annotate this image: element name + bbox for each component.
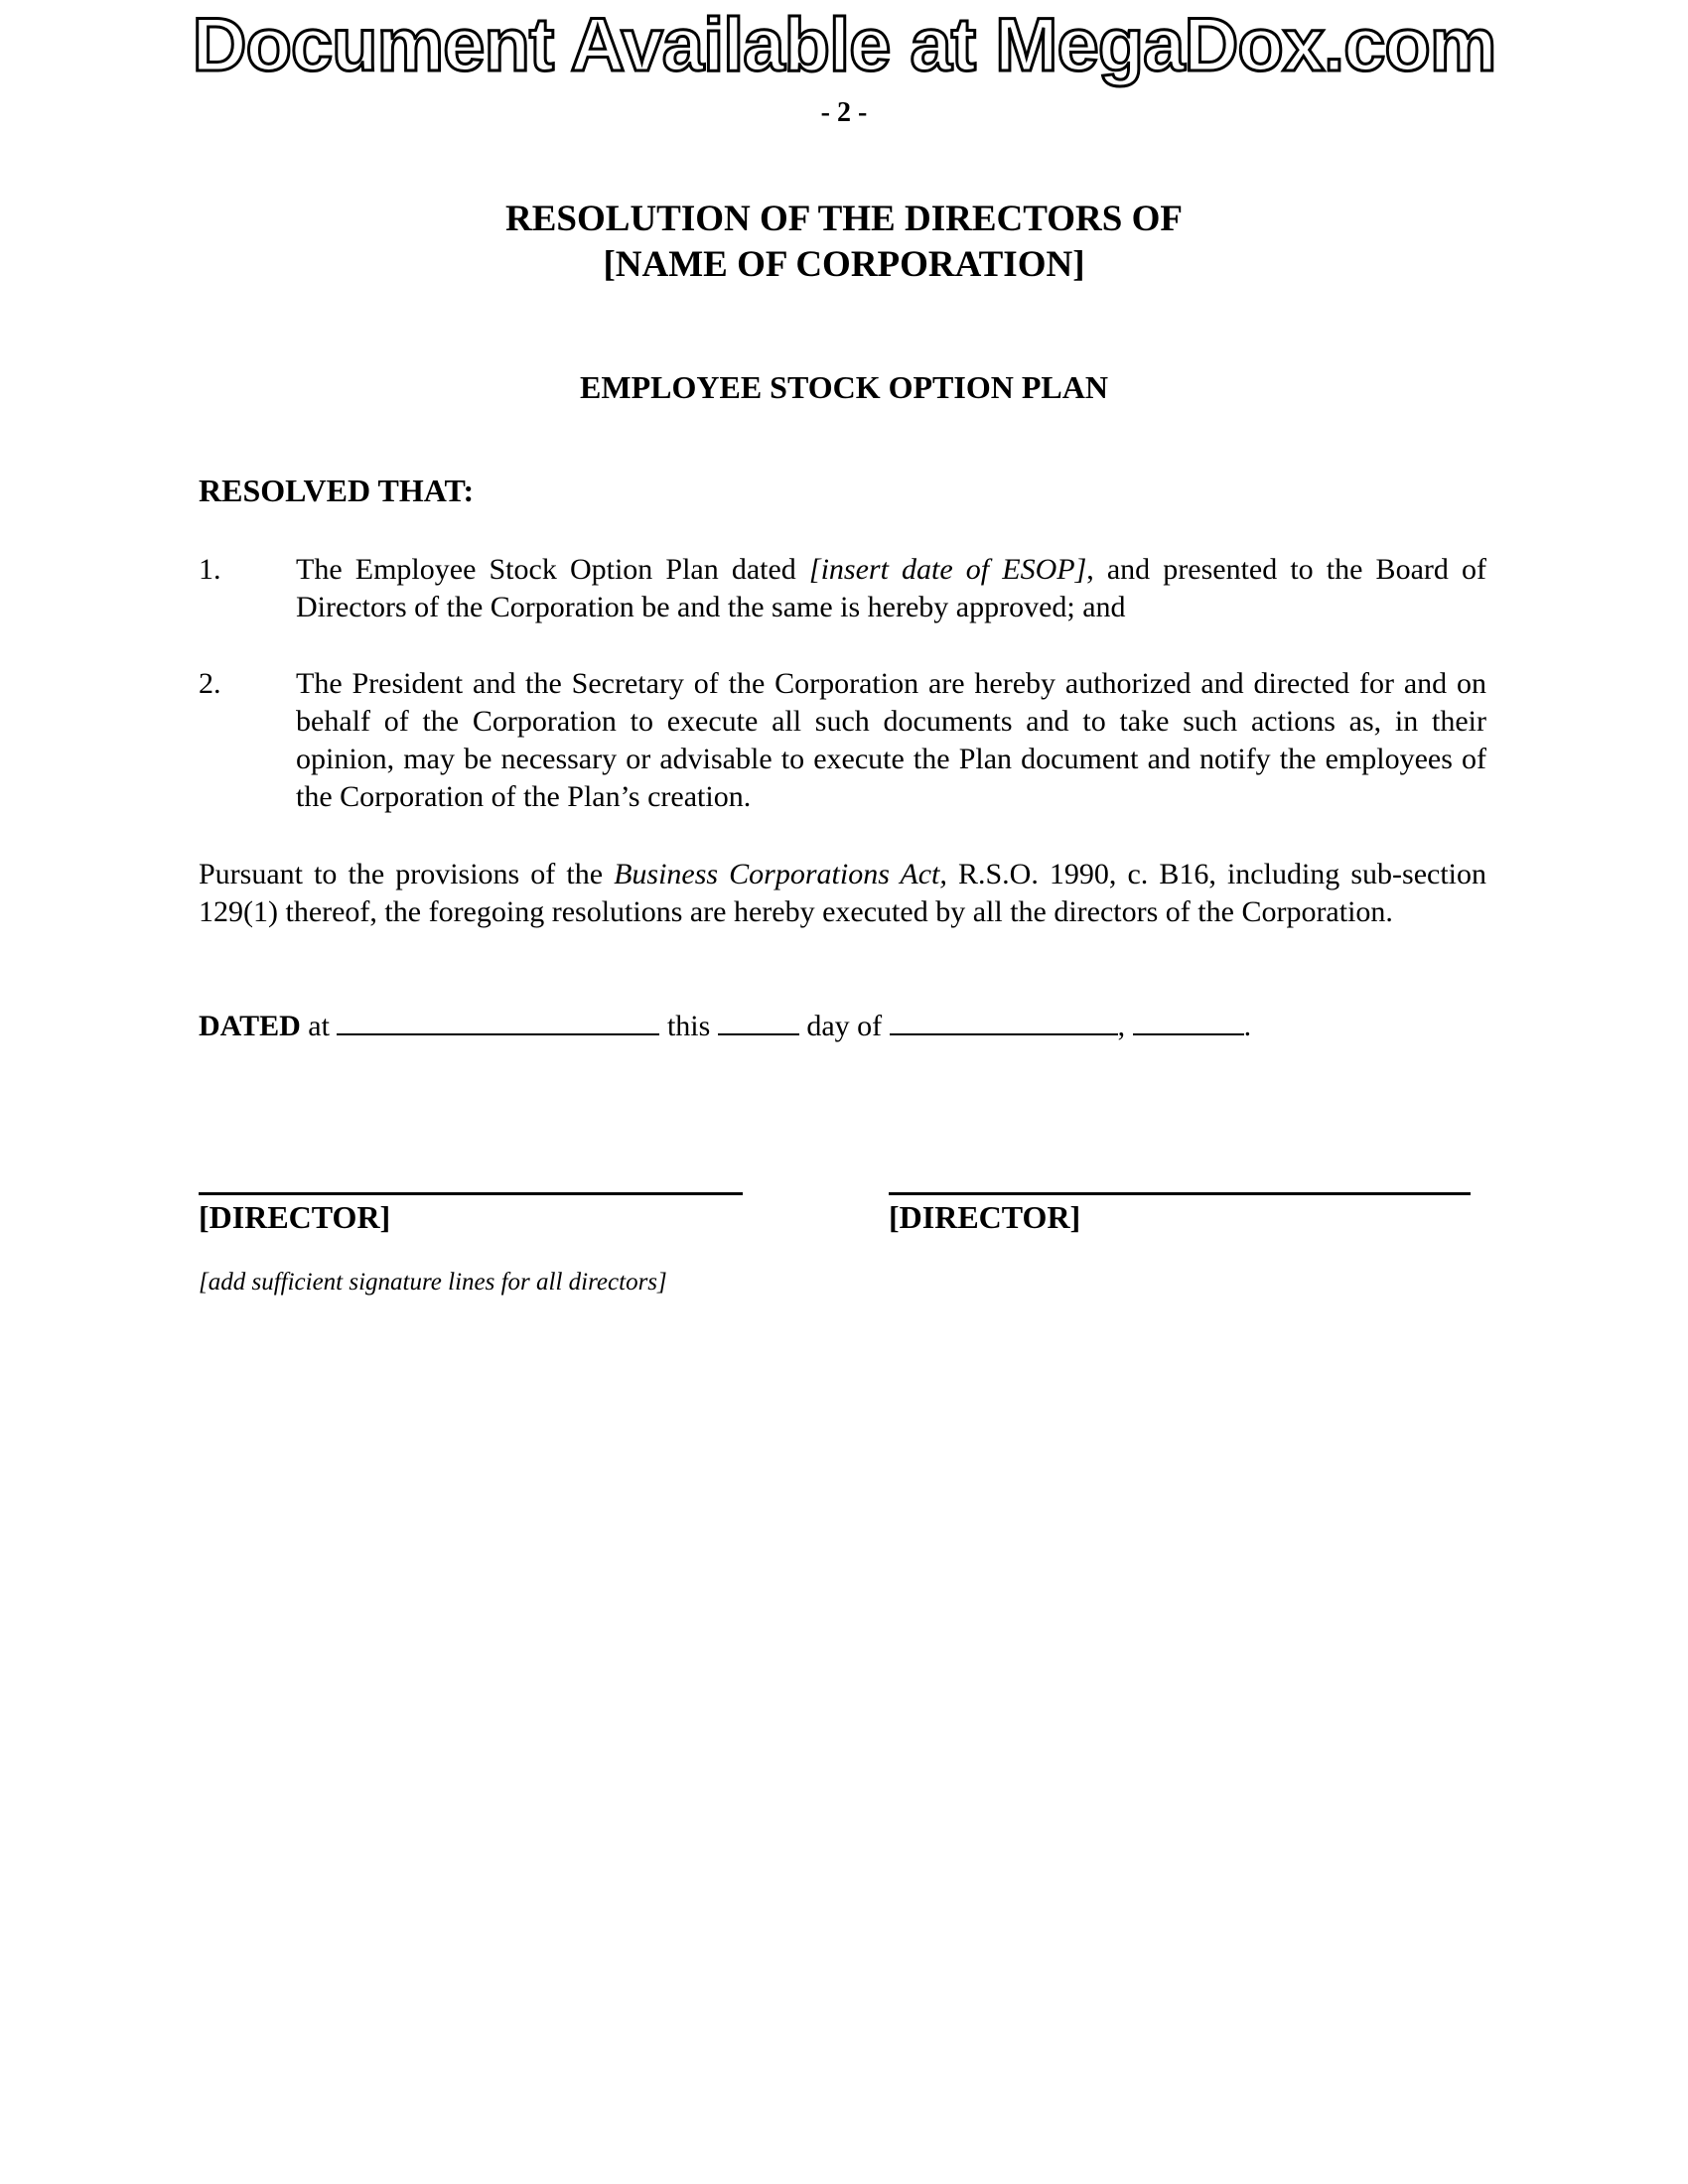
item-text: The President and the Secretary of the Corporation are hereby authorized and directed for and on behalf of the Corporation to execute all such documents and to take such actions as, in their opinion, may be necessary or advisable to execute the Plan document and notify the employees of the Corporation of the Plan’s creation. [296, 667, 1486, 813]
dated-at: at [300, 1010, 338, 1042]
dated-day-of: day of [798, 1010, 890, 1042]
dated-line [199, 1008, 1251, 1043]
signature-line-left[interactable] [199, 1192, 743, 1195]
pursuant-after: R.S.O. 1990, c. B16, including sub-section 129(1) thereof, the foregoing resolutions are hereby executed by all the directors of the Corporation. [199, 858, 1486, 928]
month-blank[interactable] [890, 1008, 1118, 1035]
dated-label: DATED [199, 1010, 301, 1042]
title-line-1: RESOLUTION OF THE DIRECTORS OF [505, 199, 1183, 239]
document-subtitle: EMPLOYEE STOCK OPTION PLAN [580, 369, 1108, 405]
resolution-item-2 [199, 665, 1486, 816]
signature-note: [add sufficient signature lines for all directors] [199, 1269, 667, 1296]
act-name: Business Corporations Act, [614, 858, 947, 890]
page-number: - 2 - [820, 97, 868, 128]
title-line-2: [NAME OF CORPORATION] [603, 244, 1085, 285]
dated-period: . [1243, 1010, 1252, 1042]
watermark-logo: Document Available at MegaDox.com [192, 3, 1496, 87]
document-title [0, 197, 1688, 288]
item-text [296, 551, 1486, 626]
dated-comma: , [1117, 1010, 1133, 1042]
director-label-right: [DIRECTOR] [889, 1199, 1081, 1235]
place-blank[interactable] [337, 1008, 659, 1035]
pursuant-before: Pursuant to the provisions of the [199, 858, 615, 890]
esop-date-placeholder: [insert date of ESOP] [808, 553, 1087, 586]
resolved-heading: RESOLVED THAT: [199, 473, 475, 508]
item-number: 2. [199, 667, 221, 700]
year-blank[interactable] [1133, 1008, 1244, 1035]
item-text-before: The Employee Stock Option Plan dated [296, 553, 809, 586]
dated-this: this [659, 1010, 718, 1042]
day-blank[interactable] [718, 1008, 799, 1035]
item-text-after: , and presented to the Board of Directors of the Corporation be and the same is hereby approved; and [296, 553, 1486, 623]
pursuant-paragraph [199, 856, 1486, 931]
director-label-left: [DIRECTOR] [199, 1199, 391, 1235]
resolution-item-1 [199, 551, 1486, 626]
signature-line-right[interactable] [889, 1192, 1471, 1195]
item-number: 1. [199, 553, 221, 586]
